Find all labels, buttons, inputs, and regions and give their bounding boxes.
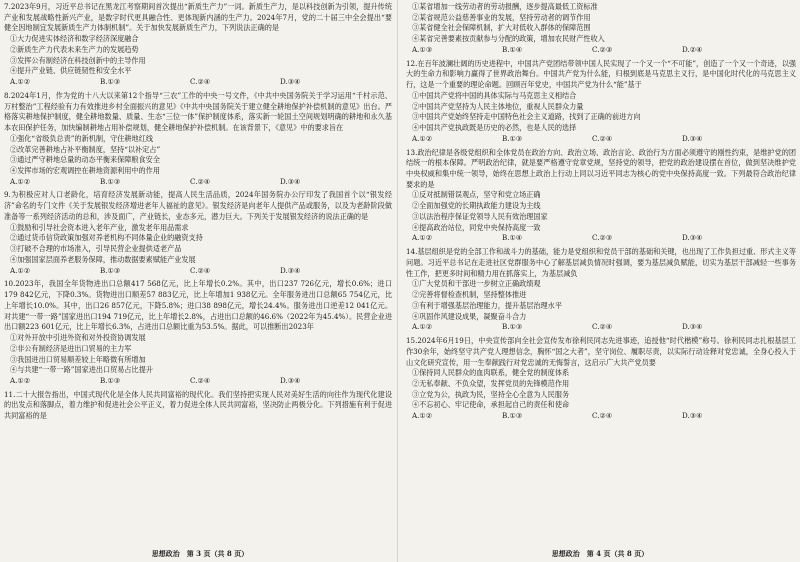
answer-choices (406, 322, 796, 333)
option-1: ①某省增加一线劳动者的劳动报酬，逐步提高最低工资标准 (412, 2, 598, 11)
option-4: ④某省完善要素按贡献参与分配的政策，增加农民财产性收入 (412, 34, 605, 44)
choice-c: C.②④ (190, 77, 211, 87)
choice-a: A.①③ (412, 44, 433, 54)
answer-choices (4, 77, 392, 88)
option-3: ③某省健全社会保障机制，扩大对低收入群体的保障范围 (412, 23, 591, 33)
page-footer-right: 思想政治 第 4 页（共 8 页） (551, 549, 649, 558)
answer-choices (4, 266, 392, 277)
choice-c: C.②④ (190, 375, 211, 385)
question-stem: 8.2024年1月，作为党的十八大以来第12个指导“三农”工作的中央一号文件，《中共中央国务院关于学习运用“千村示范、万村整治”工程经验有力有效推进乡村全面振兴的意见》《中共中央国务院关于建立健全耕地保护补偿机制的意见》出台。严格落实耕地保护制度，健全耕地数量、质量、生态“三位一体”保护制度体系，落实新一轮国土空间规划明确的耕地和永久基本农田保护任务，加快编制耕地占用补偿规划，健全耕地保护补偿机制。在该背景下，《意见》中的要求旨在 (4, 90, 392, 133)
option-2: ②无私奉献、不负众望，发挥党员的先锋模范作用 (412, 378, 570, 388)
answer-choices (406, 233, 796, 244)
choice-c: C.②③ (592, 233, 613, 243)
choice-d: D.③④ (280, 77, 301, 87)
question-stem: 11.二十大报告指出，中国式现代化是全体人民共同富裕的现代化。我们坚持把实现人民对美好生活的向往作为现代化建设的出发点和落脚点，着力维护和促进社会公平正义，着力促进全体人民共同富裕，坚决防止两极分化。下列措施有利于促进共同富裕的是 (4, 389, 392, 421)
option-2: ②某省规范公益慈善事业的发展，坚持劳动者的调节作用 (412, 12, 591, 22)
option-2: ②非公有制经济是进出口贸易的主力军 (10, 343, 132, 353)
choice-a: A.①② (412, 322, 433, 332)
choice-d: D.③④ (682, 411, 703, 421)
choice-b: B.①③ (502, 411, 523, 421)
answer-choices (406, 45, 796, 56)
option-1: ①强化“省级负总责”的新机制，守住耕地红线 (10, 133, 153, 143)
choice-a: A.①② (10, 375, 31, 385)
option-4: ④提升产业链、供应链韧性和安全水平 (10, 66, 132, 76)
page-divider (397, 0, 398, 562)
choice-d: D.③④ (280, 375, 301, 385)
option-4: ④加强国家层面养老服务保障，推动数据要素赋能产业发展 (10, 254, 196, 264)
question-stem: 9.为积极应对人口老龄化，培育经济发展新动能，提高人民生活品质，2024年国务院办公厅印发了我国首个以“银发经济”命名的专门文件《关于发展银发经济增进老年人福祉的意见》。银发经济是向老年人提供产品或服务，以及为老龄阶段做准备等一系列经济活动的总和，涉及面广，产业链长，业态多元，潜力巨大。下列关于发展银发经济的说法正确的是 (4, 190, 392, 221)
answer-choices (4, 177, 392, 188)
option-3: ③有利于增强基层治理能力，提升基层治理水平 (412, 300, 562, 310)
option-3: ③以法治程序保证党领导人民有效治理国家 (412, 211, 548, 221)
choice-d: D.③④ (682, 233, 703, 243)
question-8 (4, 91, 392, 188)
question-stem: 10.2023年，我国全年货物进出口总额417 568亿元，比上年增长0.2%。其中，出口237 726亿元，增长0.6%；进口179 842亿元，下降0.3%。货物进出口顺差57 883亿元，比上年增加1 938亿元。全年服务进出口总额65 754亿元，比上年增长10.0%。其中，出口26 857亿元，下降5.8%；进口38 898亿元，增长24.4%。服务进出口逆差12 041亿元。对共建“一带一路”国家进出口194 719亿元，比上年增长2.8%，占进出口总额的46.6%（2022年为45.4%）。民营企业进出口额223 601亿元，比上年增长6.3%，占进出口总额比重为53.5%。据此，可以推断出2023年 (4, 279, 392, 332)
choice-b: B.①③ (100, 77, 121, 87)
choice-d: D.②④ (682, 44, 703, 54)
choice-b: B.①③ (502, 322, 523, 332)
choice-c: C.②④ (190, 176, 211, 186)
option-1: ①保持同人民群众的血肉联系，健全党的制度体系 (412, 368, 570, 378)
page-footer-left: 思想政治 第 3 页（共 8 页） (151, 549, 249, 558)
question-stem: 14.基层组织是党的全部工作和战斗力的基础，能力是党组织和党员干部的基础和关键，也出现了工作负担过重、形式主义等问题。习近平总书记在走进社区党群服务中心了解基层减负情况时强调，要为基层减负赋能，切实为基层干部减轻一些事务性工作，把更多时间和精力用在抓落实上，为基层减负 (406, 247, 796, 278)
choice-d: D.③④ (280, 176, 301, 186)
answer-choices (4, 376, 392, 387)
choice-c: C.②③ (592, 44, 613, 54)
choice-a: A.①② (412, 133, 433, 143)
option-3: ③通过严守耕地总量的动态平衡来保障粮食安全 (10, 155, 160, 165)
choice-b: B.①③ (502, 133, 523, 143)
choice-c: C.②④ (592, 411, 613, 421)
choice-b: B.①③ (100, 375, 121, 385)
question-11-continued (406, 2, 796, 56)
option-4: ④巩固作风建设成果，凝聚奋斗合力 (412, 311, 527, 321)
option-1: ①中国共产党将中国的具体实际与马克思主义相结合 (412, 90, 577, 100)
choice-b: B.①④ (502, 233, 523, 243)
choice-d: D.③④ (280, 265, 301, 275)
option-2: ②改革完善耕地占补平衡制度，坚持“以补定占” (10, 144, 161, 154)
question-14 (406, 247, 796, 333)
answer-choices (406, 134, 796, 145)
left-page-column (4, 2, 392, 425)
question-stem: 12.在百年波澜壮阔的历史进程中，中国共产党团结带领中国人民实现了一个又一个“不可能”，创造了一个又一个奇迹，以强大的生命力和影响力赢得了世界政治舞台。中国共产党为什么能，归根到底是马克思主义行，是中国化时代化的马克思主义行，这是一个重要的理论命题。回顾百年党史，中国共产党为什么“能”基于 (406, 58, 796, 90)
question-stem: 13.政治纪律是各级党组织和全体党员在政治方向、政治立场、政治言论、政治行为方面必须遵守的刚性约束，是维护党的团结统一的根本保障。严明政治纪律，就是要严格遵守党章党规，坚持党的领导，把党的政治建设摆在首位，做到坚决维护党中央权威和集中统一领导，始终在思想上政治上行动上同以习近平同志为核心的党中央保持高度一致。下列最符合政治纪律要求的是 (406, 147, 796, 189)
question-13 (406, 148, 796, 245)
option-2: ②通过货币信贷政策加强对养老机构不同体量企业的融资支持 (10, 233, 203, 243)
question-stem: 7.2023年9月，习近平总书记在黑龙江考察期间首次提出“新质生产力”一词。新质生产力，是以科技创新为引领，提升传统产业和发展战略性新兴产业，是数字时代更具融合性、更体现新内涵的生产力。2024年7月，党的二十届三中全会提出“要健全因地制宜发展新质生产力体制机制”。关于加快发展新质生产力，下列说法正确的是 (4, 2, 392, 33)
option-4: ④与共建“一带一路”国家进出口贸易占比提升 (10, 365, 153, 375)
choice-c: C.②④ (190, 265, 211, 275)
question-7 (4, 2, 392, 88)
right-page-column (406, 2, 796, 425)
choice-a: A.①② (412, 411, 433, 421)
option-3: ③立党为公，执政为民，坚持全心全意为人民服务 (412, 389, 570, 399)
choice-d: D.③④ (682, 133, 703, 143)
option-4: ④中国共产党执政既是历史的必然，也是人民的选择 (412, 123, 577, 133)
choice-a: A.①② (10, 265, 31, 275)
choice-a: A.①② (10, 77, 31, 87)
choice-b: B.①③ (100, 265, 121, 275)
choice-b: B.①③ (100, 176, 121, 186)
question-9 (4, 190, 392, 276)
option-2: ②新质生产力代表未来生产力的发展趋势 (10, 44, 139, 54)
question-11 (4, 390, 392, 422)
option-2: ②完善将督检查机制，坚持整体推进 (412, 290, 527, 300)
option-3: ③发挥公有制经济在科技创新中的主导作用 (10, 55, 146, 65)
choice-d: D.③④ (682, 322, 703, 332)
choice-c: C.②④ (592, 133, 613, 143)
option-2: ②中国共产党坚持为人民主体地位，重视人民群众力量 (412, 101, 584, 111)
option-1: ①反对抵制错误观点，坚守和党立场正确 (412, 190, 541, 200)
option-1: ①对外开放中引进外资和对外投资协调发展 (10, 333, 146, 343)
question-12 (406, 59, 796, 145)
choice-c: C.②④ (592, 322, 613, 332)
choice-a: A.①② (412, 233, 433, 243)
question-10 (4, 279, 392, 386)
option-1: ①广大党员和干部进一步树立正确政绩观 (412, 279, 541, 289)
question-15 (406, 336, 796, 422)
option-3: ③中国共产党始终坚持走中国特色社会主义道路，找到了正确的前进方向 (412, 112, 641, 122)
option-4: ④提高政治站位，同党中央保持高度一致 (412, 222, 541, 232)
choice-a: A.①② (10, 176, 31, 186)
option-2: ②全面加强党的长期执政能力建设为主线 (412, 201, 541, 211)
option-1: ①大力促进实体经济和数字经济深度融合 (10, 34, 139, 44)
option-4: ④发挥市场的宏观调控在耕地资源利用中的作用 (10, 166, 160, 176)
option-3: ③我国进出口贸易顺差较上年略微有所增加 (10, 354, 146, 364)
answer-choices (406, 411, 796, 422)
question-stem: 15.2024年6月19日，中央宣传部向全社会宣传发布徐利民同志先进事迹，追授他“时代楷模”称号。徐利民同志扎根基层工作30余年，始终坚守共产党人理想信念，胸怀“国之大者”，坚守岗位、履职尽责，以实际行动诠释对党忠诚，全身心投入于山文化研究宣传，用一生奉献践行对党忠诚的无悔誓言，这启示广大共产党员要 (406, 336, 796, 367)
option-1: ①鼓励和引导社会资本进入老年产业，激发老年用品需求 (10, 222, 189, 232)
option-4: ④不忘初心、牢记使命，承担起自己的责任和使命 (412, 400, 570, 410)
choice-b: B.①④ (502, 44, 523, 54)
option-3: ③打破不合理的市场准入，引导民营企业提供适老产品 (10, 244, 182, 254)
